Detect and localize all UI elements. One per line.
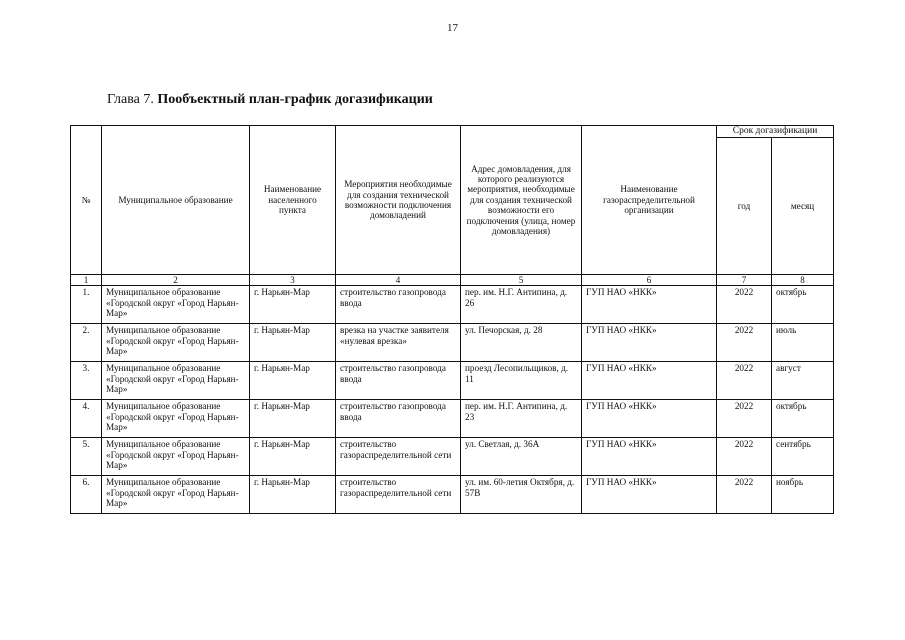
row-number: 4. [71,400,102,438]
row-municipality: Муниципальное образование «Городской округ «Город Нарьян-Мар» [102,438,250,476]
header-deadline: Срок догазификации [717,126,834,138]
row-organization: ГУП НАО «НКК» [582,362,717,400]
table-row [71,400,834,438]
header-year: год [717,138,772,275]
row-number: 3. [71,362,102,400]
column-number: 4 [336,275,461,286]
header-municipality: Муниципальное образование [102,126,250,275]
row-municipality: Муниципальное образование «Городской округ «Город Нарьян-Мар» [102,476,250,514]
column-number: 8 [772,275,834,286]
row-year: 2022 [717,438,772,476]
row-number: 2. [71,324,102,362]
row-year: 2022 [717,476,772,514]
row-number: 1. [71,286,102,324]
row-settlement: г. Нарьян-Мар [250,362,336,400]
header-organization: Наименование газораспределительной организации [582,126,717,275]
row-municipality: Муниципальное образование «Городской округ «Город Нарьян-Мар» [102,286,250,324]
row-municipality: Муниципальное образование «Городской округ «Город Нарьян-Мар» [102,362,250,400]
row-measures: строительство газопровода ввода [336,400,461,438]
page-number: 17 [447,22,458,34]
row-month: сентябрь [772,438,834,476]
row-organization: ГУП НАО «НКК» [582,476,717,514]
chapter-title [107,92,433,108]
column-number: 6 [582,275,717,286]
row-organization: ГУП НАО «НКК» [582,400,717,438]
header-month: месяц [772,138,834,275]
row-municipality: Муниципальное образование «Городской округ «Город Нарьян-Мар» [102,400,250,438]
row-month: октябрь [772,400,834,438]
table-row [71,286,834,324]
row-measures: врезка на участке заявителя «нулевая врезка» [336,324,461,362]
header-address: Адрес домовладения, для которого реализуются мероприятия, необходимые для создания технической возможности его подключения (улица, номер домовладения) [461,126,582,275]
column-number-row [71,275,834,286]
table-row [71,438,834,476]
column-number: 1 [71,275,102,286]
row-month: ноябрь [772,476,834,514]
row-settlement: г. Нарьян-Мар [250,400,336,438]
row-measures: строительство газораспределительной сети [336,438,461,476]
row-address: ул. им. 60-летия Октября, д. 57В [461,476,582,514]
row-address: ул. Печорская, д. 28 [461,324,582,362]
chapter-title-text: Пообъектный план-график догазификации [157,92,433,107]
row-municipality: Муниципальное образование «Городской округ «Город Нарьян-Мар» [102,324,250,362]
row-number: 6. [71,476,102,514]
row-month: август [772,362,834,400]
column-number: 5 [461,275,582,286]
row-organization: ГУП НАО «НКК» [582,286,717,324]
row-settlement: г. Нарьян-Мар [250,286,336,324]
row-settlement: г. Нарьян-Мар [250,324,336,362]
chapter-prefix: Глава 7. [107,92,154,107]
row-address: ул. Светлая, д. 36А [461,438,582,476]
row-year: 2022 [717,286,772,324]
table-row [71,476,834,514]
row-year: 2022 [717,324,772,362]
header-measures: Мероприятия необходимые для создания технической возможности подключения домовладений [336,126,461,275]
table-row [71,324,834,362]
header-num: № [71,126,102,275]
row-year: 2022 [717,362,772,400]
row-organization: ГУП НАО «НКК» [582,438,717,476]
column-number: 3 [250,275,336,286]
table-row [71,362,834,400]
row-month: октябрь [772,286,834,324]
column-number: 7 [717,275,772,286]
row-month: июль [772,324,834,362]
column-number: 2 [102,275,250,286]
row-year: 2022 [717,400,772,438]
row-settlement: г. Нарьян-Мар [250,476,336,514]
row-address: пер. им. Н.Г. Антипина, д. 23 [461,400,582,438]
row-address: пер. им. Н.Г. Антипина, д. 26 [461,286,582,324]
row-settlement: г. Нарьян-Мар [250,438,336,476]
row-measures: строительство газопровода ввода [336,362,461,400]
gasification-schedule-table [70,125,834,514]
row-address: проезд Лесопильщиков, д. 11 [461,362,582,400]
row-organization: ГУП НАО «НКК» [582,324,717,362]
row-measures: строительство газопровода ввода [336,286,461,324]
row-measures: строительство газораспределительной сети [336,476,461,514]
row-number: 5. [71,438,102,476]
header-settlement: Наименование населенного пункта [250,126,336,275]
